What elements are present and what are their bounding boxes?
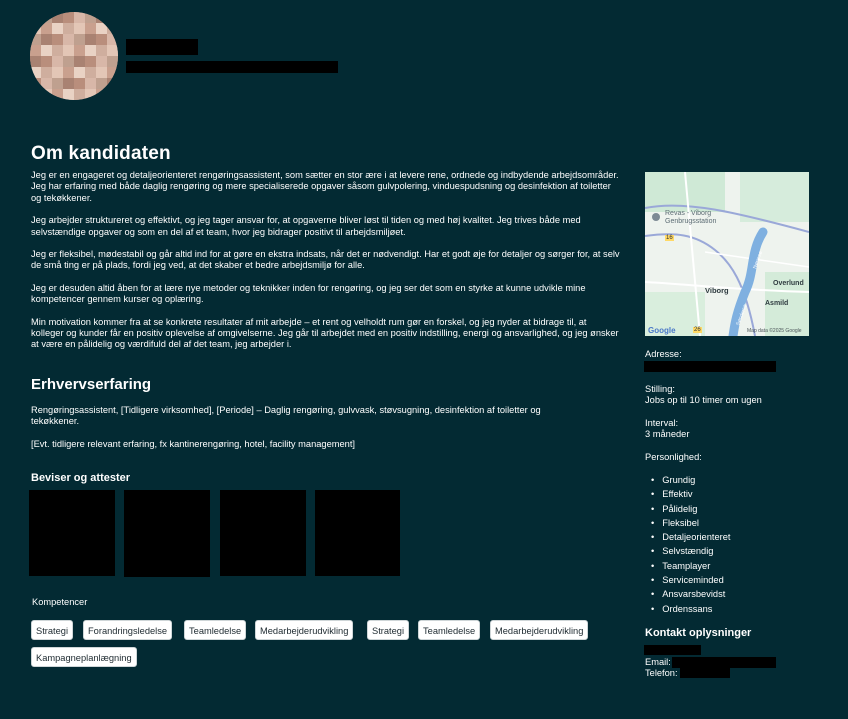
avatar-pixel	[30, 89, 41, 100]
avatar-pixel	[85, 67, 96, 78]
email-label: Email:	[645, 657, 671, 667]
map-road-number: 16	[666, 235, 673, 241]
about-text	[31, 170, 621, 362]
avatar-pixel	[96, 67, 107, 78]
personality-item: • Effektiv	[645, 487, 730, 501]
experience-title: Erhvervserfaring	[31, 376, 152, 393]
competence-chip: Strategi	[367, 620, 409, 640]
personality-item: • Teamplayer	[645, 559, 730, 573]
avatar-pixel	[107, 45, 118, 56]
avatar-pixel	[74, 45, 85, 56]
avatar-pixel	[107, 78, 118, 89]
avatar-pixel	[107, 67, 118, 78]
avatar-pixel	[30, 34, 41, 45]
about-title: Om kandidaten	[31, 143, 171, 164]
location-map[interactable]	[645, 172, 809, 336]
avatar-pixel	[63, 67, 74, 78]
google-logo: Google	[648, 326, 676, 335]
avatar-pixel	[52, 67, 63, 78]
avatar-pixel	[30, 67, 41, 78]
avatar-pixel	[74, 89, 85, 100]
avatar-pixel	[85, 12, 96, 23]
contact-name-redacted	[644, 645, 701, 655]
address-value-redacted	[644, 361, 776, 372]
avatar-pixel	[52, 56, 63, 67]
contact-title: Kontakt oplysninger	[645, 627, 752, 639]
map-road-number: 26	[694, 327, 701, 333]
avatar-pixel	[63, 56, 74, 67]
personality-item: • Serviceminded	[645, 573, 730, 587]
certificate-image[interactable]	[124, 490, 210, 577]
candidate-subtitle-redacted	[126, 61, 338, 73]
avatar-pixel	[74, 56, 85, 67]
about-paragraph: Jeg er fleksibel, mødestabil og går altid ind for at gøre en ekstra indsats, når det er nødvendigt. Har et godt øje for detaljer og sørger for, at selv de små ting er på plads, fordi jeg ved, at det skaber et bedre arbejdsmiljø for alle.	[31, 249, 620, 271]
personality-item: • Fleksibel	[645, 516, 730, 530]
avatar-pixel	[74, 34, 85, 45]
avatar-pixel	[85, 78, 96, 89]
avatar-pixel	[41, 89, 52, 100]
email-value-redacted[interactable]	[672, 657, 776, 668]
avatar-pixel	[107, 56, 118, 67]
avatar-pixel	[30, 56, 41, 67]
avatar-pixel	[107, 34, 118, 45]
avatar-pixel	[41, 67, 52, 78]
avatar-pixel	[85, 89, 96, 100]
avatar-pixel	[30, 23, 41, 34]
map-place-label: Revas - Viborg Genbrugsstation	[665, 210, 717, 225]
avatar-pixel	[41, 23, 52, 34]
personality-item: • Pålidelig	[645, 502, 730, 516]
avatar-pixel	[41, 34, 52, 45]
position-value: Jobs op til 10 timer om ugen	[645, 395, 762, 405]
avatar-pixel	[63, 45, 74, 56]
competence-chip: Teamledelse	[418, 620, 480, 640]
interval-label: Interval:	[645, 418, 679, 428]
avatar-pixel	[63, 89, 74, 100]
map-city-label: Asmild	[765, 300, 789, 307]
personality-item: • Ansvarsbevidst	[645, 587, 730, 601]
avatar-pixel	[74, 78, 85, 89]
personality-item: • Ordenssans	[645, 602, 730, 616]
avatar-pixel	[52, 89, 63, 100]
avatar-pixel	[85, 23, 96, 34]
interval-value: 3 måneder	[645, 429, 690, 439]
avatar-pixel	[96, 34, 107, 45]
avatar-pixel	[41, 45, 52, 56]
personality-item: • Detaljeorienteret	[645, 530, 730, 544]
certificate-image[interactable]	[315, 490, 400, 576]
avatar-pixel	[52, 23, 63, 34]
phone-value-redacted[interactable]	[680, 668, 730, 678]
avatar-pixel	[107, 23, 118, 34]
competence-chip: Medarbejderudvikling	[255, 620, 353, 640]
certificate-image[interactable]	[220, 490, 306, 576]
experience-list	[31, 405, 621, 461]
map-canvas	[645, 172, 809, 336]
avatar-pixel	[96, 12, 107, 23]
avatar-pixel	[85, 34, 96, 45]
avatar-pixel	[63, 34, 74, 45]
avatar-pixel	[74, 67, 85, 78]
avatar-pixel	[96, 45, 107, 56]
competences-label: Kompetencer	[32, 597, 88, 607]
avatar-pixel	[30, 45, 41, 56]
about-paragraph: Jeg er en engageret og detaljeorienteret rengøringsassistent, som sætter en stor ære i at levere rene, ordnede og indbydende arbejdsområder. Jeg har erfaring med både daglig rengøring og mere specialiserede opgaver såsom gulvpolering, vinduespudsning og desinfektion af toiletter og tekøkkener.	[31, 170, 619, 203]
competence-chip: Teamledelse	[184, 620, 246, 640]
avatar-pixel	[74, 23, 85, 34]
competence-chip: Strategi	[31, 620, 73, 640]
map-lake-label: Søndersø	[735, 303, 749, 327]
avatar-pixel	[96, 23, 107, 34]
avatar-pixel	[63, 12, 74, 23]
avatar-pixel	[30, 12, 41, 23]
avatar-pixel	[52, 45, 63, 56]
address-label: Adresse:	[645, 349, 682, 359]
certificates-title: Beviser og attester	[31, 472, 131, 484]
competence-chip: Kampagneplanlægning	[31, 647, 137, 667]
map-city-label: Viborg	[705, 286, 729, 295]
map-lake-label: Nørresø	[752, 250, 765, 270]
map-city-label: Overlund	[773, 280, 804, 287]
personality-list	[645, 473, 730, 616]
personality-item: • Grundig	[645, 473, 730, 487]
avatar-pixel	[96, 56, 107, 67]
about-paragraph: Jeg arbejder struktureret og effektivt, og jeg tager ansvar for, at opgaverne bliver løst til tiden og med høj kvalitet. Jeg trives både med selvstændige opgaver og som en del af et team, hvor jeg bidrager positivt til arbejdsmiljøet.	[31, 215, 581, 237]
competence-chip: Forandringsledelse	[83, 620, 172, 640]
avatar-pixel	[52, 34, 63, 45]
avatar-pixel	[63, 23, 74, 34]
phone-label: Telefon:	[645, 668, 678, 678]
experience-item: [Evt. tidligere relevant erfaring, fx kantinerengøring, hotel, facility management]	[31, 438, 356, 449]
candidate-name-redacted	[126, 39, 198, 55]
avatar-pixel	[41, 12, 52, 23]
avatar-pixel	[52, 78, 63, 89]
avatar-pixel	[85, 45, 96, 56]
avatar-pixel	[96, 78, 107, 89]
candidate-photo	[30, 12, 118, 100]
experience-item: Rengøringsassistent, [Tidligere virksomhed], [Periode] – Daglig rengøring, gulvvask, støvsugning, desinfektion af toiletter og tekøkkener.	[31, 405, 541, 427]
avatar-pixel	[30, 78, 41, 89]
avatar-pixel	[74, 12, 85, 23]
avatar-pixel	[107, 89, 118, 100]
map-attribution: Map data ©2025 Google	[747, 328, 802, 334]
avatar-pixel	[41, 78, 52, 89]
personality-label: Personlighed:	[645, 452, 702, 462]
avatar-pixel	[52, 12, 63, 23]
avatar-pixel	[107, 12, 118, 23]
avatar-pixel	[85, 56, 96, 67]
certificate-image[interactable]	[29, 490, 115, 576]
about-paragraph: Min motivation kommer fra at se konkrete resultater af mit arbejde – et rent og velholdt rum gør en forskel, og jeg nyder at bidrage til, at kolleger og kunder får en positiv oplevelse af omgivelserne. Jeg går til arbejdet med en positiv indstilling, energi og ansvarlighed, og jeg ønsker at være en pålidelig og værdifuld del af det team, jeg arbejder i.	[31, 316, 619, 350]
personality-item: • Selvstændig	[645, 544, 730, 558]
avatar-pixel	[63, 78, 74, 89]
about-paragraph: Jeg er desuden altid åben for at lære nye metoder og teknikker inden for rengøring, og jeg ser det som en styrke at kunne udvikle mine kompetencer gennem kurser og oplæring.	[31, 282, 586, 305]
position-label: Stilling:	[645, 384, 675, 394]
competence-chip: Medarbejderudvikling	[490, 620, 588, 640]
avatar-pixel	[41, 56, 52, 67]
avatar-pixel	[96, 89, 107, 100]
